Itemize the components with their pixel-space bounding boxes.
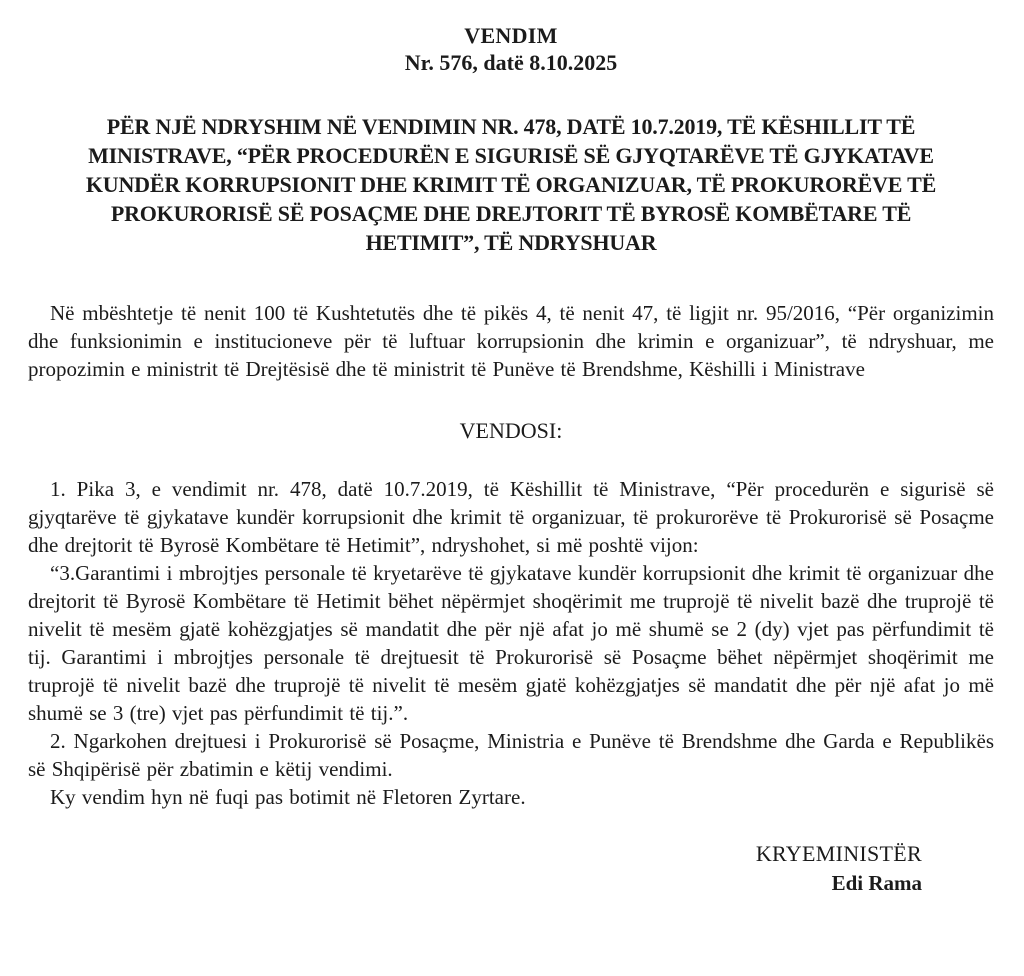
doc-number-date: Nr. 576, datë 8.10.2025 (404, 50, 618, 75)
doc-heading: PËR NJË NDRYSHIM NË VENDIMIN NR. 478, DATË 10.7.2019, TË KËSHILLIT TË MINISTRAVE, “PËR PROCEDURËN E SIGURISË SË GJYQTARËVE TË GJYKATAVE KUNDËR KORRUPSIONIT DHE KRIMIT TË ORGANIZUAR, TË PROKURORËVE TË PROKURORISË SË POSAÇME DHE DREJTORIT TË BYROSË KOMBËTARE TË HETIMIT”, TË NDRYSHUAR (85, 114, 937, 255)
point-2-paragraph: 2. Ngarkohen drejtuesi i Prokurorisë së Posaçme, Ministria e Punëve të Brendshme dhe Garda e Republikës së Shqipërisë për zbatimin e këtij vendimi. (28, 729, 994, 781)
signature-block (28, 839, 994, 897)
entry-into-force-paragraph: Ky vendim hyn në fuqi pas botimit në Fletoren Zyrtare. (50, 785, 526, 809)
decision-word: VENDOSI: (459, 418, 563, 443)
signature-role: KRYEMINISTËR (755, 841, 922, 866)
signature-name: Edi Rama (831, 871, 922, 895)
point-1-quoted-text: “3.Garantimi i mbrojtjes personale të kryetarëve të gjykatave kundër korrupsionit dhe krimit të organizuar dhe drejtorit të Byrosë Kombëtare të Hetimit bëhet nëpërmjet shoqërimit me truprojë të nivelit bazë dhe truprojë të nivelit të mesëm gjatë kohëzgjatjes së mandatit dhe për një afat jo më shumë se 2 (dy) vjet pas përfundimit të tij. Garantimi i mbrojtjes personale të drejtuesit të Prokurorisë së Posaçme bëhet nëpërmjet shoqërimit me truprojë të nivelit bazë dhe truprojë të nivelit të mesëm gjatë kohëzgjatjes së mandatit dhe për një afat jo më shumë se 3 (tre) vjet pas përfundimit të tij.”. (28, 561, 994, 725)
doc-title: VENDIM (464, 23, 558, 48)
preamble-paragraph: Në mbështetje të nenit 100 të Kushtetutës dhe të pikës 4, të nenit 47, të ligjit nr. 95/2016, “Për organizimin dhe funksionimin e institucioneve për të luftuar korrupsionin dhe krimin e organizuar”, të ndryshuar, me propozimin e ministrit të Drejtësisë dhe të ministrit të Punëve të Brendshme, Këshilli i Ministrave (28, 301, 994, 381)
decision-points (28, 475, 994, 811)
point-1-paragraph: 1. Pika 3, e vendimit nr. 478, datë 10.7.2019, të Këshillit të Ministrave, “Për procedurën e sigurisë së gjyqtarëve të gjykatave kundër korrupsionit dhe krimit të organizuar, të prokurorëve të Prokurorisë së Posaçme dhe drejtorit të Byrosë Kombëtare të Hetimit”, ndryshohet, si më poshtë vijon: (28, 477, 994, 557)
